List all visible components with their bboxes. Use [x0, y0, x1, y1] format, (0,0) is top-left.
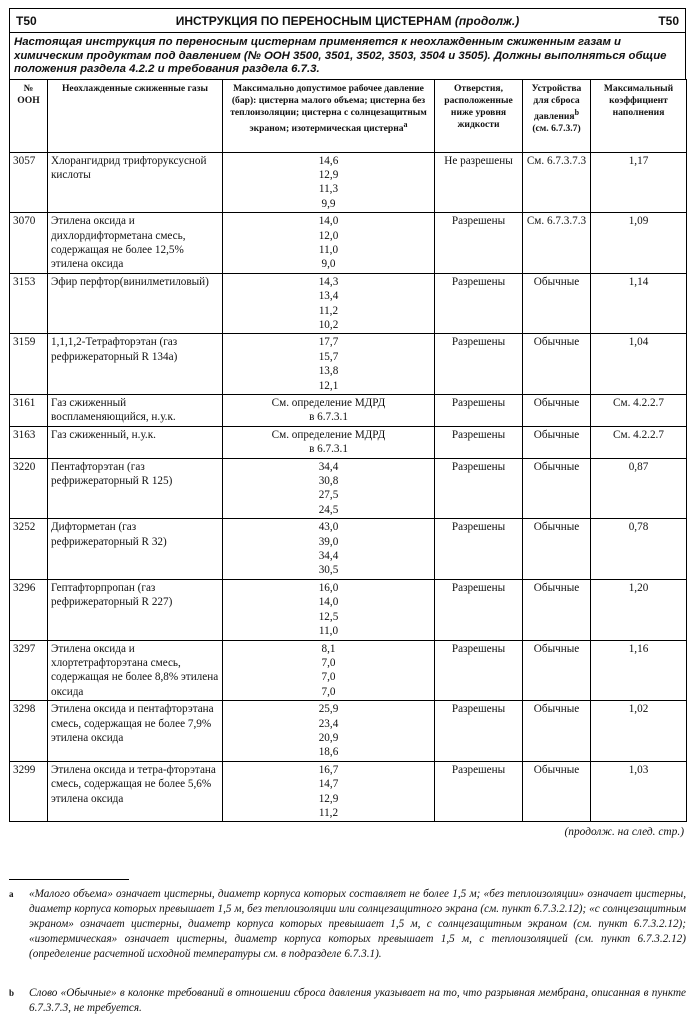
col-header-openings: Отверстия, расположенные ниже уровня жидкости: [435, 79, 523, 152]
cell-pressure-relief: Обычные: [523, 761, 591, 822]
gases-table: [9, 79, 687, 823]
cell-openings: Разрешены: [435, 458, 523, 519]
col-header-devices-ref: (см. 6.7.3.7): [532, 122, 581, 134]
pressure-value: 11,2: [318, 806, 339, 819]
header-title-suffix: (продолж.): [454, 13, 520, 28]
pressure-value: 34,4: [318, 460, 339, 473]
col-header-devices: [523, 79, 591, 152]
cell-un-number: 3297: [10, 640, 48, 701]
table-row: [10, 152, 687, 213]
pressure-value: 11,0: [318, 243, 339, 256]
pressure-value: 13,4: [318, 290, 339, 303]
header-title: [176, 14, 519, 28]
pressure-value: 13,8: [318, 365, 339, 378]
cell-gas-name: Этилена оксида и тетра-фторэтана смесь, содержащая не более 5,6% этилена оксида: [48, 761, 223, 822]
cell-pressure-relief: Обычные: [523, 395, 591, 427]
table-row: [10, 395, 687, 427]
cell-openings: Разрешены: [435, 426, 523, 458]
cell-gas-name: Этилена оксида и дихлордифторметана смесь, содержащая не более 12,5% этилена оксида: [48, 213, 223, 274]
table-row: [10, 701, 687, 762]
pressure-value: 7,0: [321, 671, 336, 684]
header-code-left: T50: [16, 13, 37, 28]
cell-pressure: [223, 579, 435, 640]
cell-un-number: 3298: [10, 701, 48, 762]
cell-pressure: [223, 761, 435, 822]
header-title-text: ИНСТРУКЦИЯ ПО ПЕРЕНОСНЫМ ЦИСТЕРНАМ: [175, 13, 452, 28]
pressure-value: 12,0: [318, 229, 339, 242]
cell-pressure-relief: См. 6.7.3.7.3: [523, 213, 591, 274]
cell-pressure: [223, 213, 435, 274]
pressure-value: 11,3: [318, 183, 339, 196]
cell-pressure-relief: Обычные: [523, 273, 591, 334]
cell-filling-ratio: 1,04: [591, 334, 687, 395]
cell-pressure-relief: Обычные: [523, 426, 591, 458]
cell-un-number: 3163: [10, 426, 48, 458]
cell-pressure-relief: Обычные: [523, 334, 591, 395]
table-row: [10, 458, 687, 519]
pressure-value: 12,9: [318, 168, 339, 181]
cell-openings: Не разрешены: [435, 152, 523, 213]
cell-openings: Разрешены: [435, 273, 523, 334]
cell-pressure: [223, 273, 435, 334]
cell-filling-ratio: 0,78: [591, 519, 687, 580]
footnote-a-mark: a: [9, 889, 14, 899]
cell-openings: Разрешены: [435, 579, 523, 640]
table-row: [10, 426, 687, 458]
table-row: [10, 334, 687, 395]
cell-filling-ratio: 1,20: [591, 579, 687, 640]
pressure-value: 12,9: [318, 792, 339, 805]
cell-gas-name: Этилена оксида и пентафторэтана смесь, содержащая не более 7,9% этилена оксида: [48, 701, 223, 762]
cell-un-number: 3153: [10, 273, 48, 334]
footnote-a-text: «Малого объема» означает цистерны, диаметр корпуса которых составляет не более 1,5 м; «без теплоизоляции» означает цистерны, диаметр корпуса которых превышает 1,5 м, без теплоизоляции или солнцезащитного экрана (см. пункт 6.7.3.2.12); «с солнцезащитным экраном» означает цистерны, диаметр корпуса которых превышает 1,5 м, с солнцезащитным экраном (см. пункт 6.7.3.2.12); «изотермическая» означает цистерны, диаметр корпуса которых превышает 1,5 м, с теплоизоляцией (см. пункт 6.7.3.2.12) (определение расчетной исходной температуры см. в подразделе 6.7.3.1).: [29, 888, 686, 960]
footnote-b: [9, 986, 686, 1016]
footnote-ref-b: b: [574, 107, 580, 117]
pressure-value: 24,5: [318, 503, 339, 516]
cell-filling-ratio: 1,16: [591, 640, 687, 701]
cell-openings: Разрешены: [435, 395, 523, 427]
pressure-value: 43,0: [318, 521, 339, 534]
cell-gas-name: Дифторметан (газ рефрижераторный R 32): [48, 519, 223, 580]
pressure-value: в 6.7.3.1: [309, 411, 348, 424]
cell-pressure-relief: Обычные: [523, 519, 591, 580]
cell-filling-ratio: 1,09: [591, 213, 687, 274]
cell-gas-name: 1,1,1,2-Тетрафторэтан (газ рефрижераторный R 134a): [48, 334, 223, 395]
table-header-row: [10, 79, 687, 152]
cell-pressure-relief: Обычные: [523, 579, 591, 640]
table-row: [10, 640, 687, 701]
cell-filling-ratio: 1,02: [591, 701, 687, 762]
pressure-value: 39,0: [318, 535, 339, 548]
cell-openings: Разрешены: [435, 640, 523, 701]
pressure-value: См. определение МДРД: [271, 397, 386, 409]
cell-pressure-relief: См. 6.7.3.7.3: [523, 152, 591, 213]
footnote-ref-a: a: [403, 119, 408, 129]
pressure-value: 30,8: [318, 475, 339, 488]
col-header-filling: Максимальный коэффициент наполнения: [591, 79, 687, 152]
pressure-value: 23,4: [318, 717, 339, 730]
footnote-b-mark: b: [9, 988, 15, 998]
cell-openings: Разрешены: [435, 761, 523, 822]
cell-gas-name: Газ сжиженный, н.у.к.: [48, 426, 223, 458]
col-header-gas: Неохлажденные сжиженные газы: [48, 79, 223, 152]
cell-openings: Разрешены: [435, 519, 523, 580]
table-row: [10, 761, 687, 822]
header-code-right: T50: [658, 13, 679, 28]
table-row: [10, 519, 687, 580]
cell-gas-name: Газ сжиженный воспламеняющийся, н.у.к.: [48, 395, 223, 427]
pressure-value: 11,0: [318, 625, 339, 638]
cell-un-number: 3159: [10, 334, 48, 395]
cell-filling-ratio: 1,17: [591, 152, 687, 213]
pressure-value: 14,0: [318, 596, 339, 609]
table-row: [10, 213, 687, 274]
pressure-value: 16,0: [318, 581, 339, 594]
cell-un-number: 3296: [10, 579, 48, 640]
cell-pressure: [223, 701, 435, 762]
cell-pressure-relief: Обычные: [523, 640, 591, 701]
cell-openings: Разрешены: [435, 213, 523, 274]
cell-openings: Разрешены: [435, 334, 523, 395]
table-row: [10, 273, 687, 334]
cell-pressure-relief: Обычные: [523, 458, 591, 519]
cell-gas-name: Гептафторпропан (газ рефрижераторный R 227): [48, 579, 223, 640]
pressure-value: 34,4: [318, 550, 339, 563]
col-header-pressure: [223, 79, 435, 152]
cell-pressure: [223, 640, 435, 701]
pressure-value: 8,1: [321, 642, 336, 655]
cell-gas-name: Эфир перфтор(винилметиловый): [48, 273, 223, 334]
footnote-divider: [9, 879, 129, 880]
pressure-value: 17,7: [318, 336, 339, 349]
footnote-b-text: Слово «Обычные» в колонке требований в отношении сброса давления указывает на то, что разрывная мембрана, описанная в пункте 6.7.3.7.3, не требуется.: [29, 987, 686, 1014]
instruction-sheet: [9, 8, 686, 838]
pressure-value: 14,0: [318, 215, 339, 228]
pressure-value: в 6.7.3.1: [309, 443, 348, 456]
cell-filling-ratio: 1,14: [591, 273, 687, 334]
pressure-value: 25,9: [318, 703, 339, 716]
table-body: [10, 152, 687, 822]
cell-un-number: 3220: [10, 458, 48, 519]
pressure-value: 10,2: [318, 318, 339, 331]
pressure-value: 27,5: [318, 489, 339, 502]
col-header-un: № ООН: [10, 79, 48, 152]
col-header-devices-text: Устройства для сброса давления: [531, 82, 582, 122]
continued-note: (продолж. на след. стр.): [564, 826, 684, 839]
cell-pressure: [223, 426, 435, 458]
cell-gas-name: Этилена оксида и хлортетрафторэтана смесь, содержащая не более 8,8% этилена оксида: [48, 640, 223, 701]
cell-un-number: 3299: [10, 761, 48, 822]
cell-filling-ratio: См. 4.2.2.7: [591, 395, 687, 427]
page-header: [9, 8, 686, 32]
cell-pressure-relief: Обычные: [523, 701, 591, 762]
pressure-value: См. определение МДРД: [271, 428, 386, 441]
cell-filling-ratio: 0,87: [591, 458, 687, 519]
cell-pressure: [223, 334, 435, 395]
cell-filling-ratio: См. 4.2.2.7: [591, 426, 687, 458]
pressure-value: 9,9: [321, 197, 336, 210]
footnote-a: [9, 887, 686, 962]
pressure-value: 7,0: [321, 685, 336, 698]
cell-un-number: 3252: [10, 519, 48, 580]
cell-gas-name: Хлорангидрид трифторуксусной кислоты: [48, 152, 223, 213]
pressure-value: 16,7: [318, 763, 339, 776]
pressure-value: 9,0: [321, 258, 336, 271]
pressure-value: 20,9: [318, 731, 339, 744]
cell-openings: Разрешены: [435, 701, 523, 762]
pressure-value: 30,5: [318, 564, 339, 577]
pressure-value: 11,2: [318, 304, 339, 317]
pressure-value: 12,5: [318, 610, 339, 623]
cell-gas-name: Пентафторэтан (газ рефрижераторный R 125): [48, 458, 223, 519]
table-row: [10, 579, 687, 640]
pressure-value: 12,1: [318, 379, 339, 392]
cell-pressure: [223, 519, 435, 580]
pressure-value: 15,7: [318, 350, 339, 363]
cell-pressure: [223, 395, 435, 427]
pressure-value: 14,7: [318, 778, 339, 791]
intro-paragraph: Настоящая инструкция по переносным цистернам применяется к неохлажденным сжиженным газам и химическим продуктам под давлением (№ ООН 3500, 3501, 3502, 3503, 3504 и 3505). Должны выполняться общие положения раздела 4.2.2 и требования раздела 6.7.3.: [9, 32, 686, 79]
cell-filling-ratio: 1,03: [591, 761, 687, 822]
col-header-pressure-text: Максимально допустимое рабочее давление (бар): цистерна малого объема; цистерна без теплоизоляции; цистерна с солнцезащитным экраном; изотермическая цистерна: [230, 82, 427, 134]
pressure-value: 18,6: [318, 746, 339, 759]
pressure-value: 14,3: [318, 275, 339, 288]
pressure-value: 7,0: [321, 656, 336, 669]
cell-un-number: 3161: [10, 395, 48, 427]
cell-pressure: [223, 152, 435, 213]
cell-un-number: 3070: [10, 213, 48, 274]
cell-pressure: [223, 458, 435, 519]
cell-un-number: 3057: [10, 152, 48, 213]
pressure-value: 14,6: [318, 154, 339, 167]
